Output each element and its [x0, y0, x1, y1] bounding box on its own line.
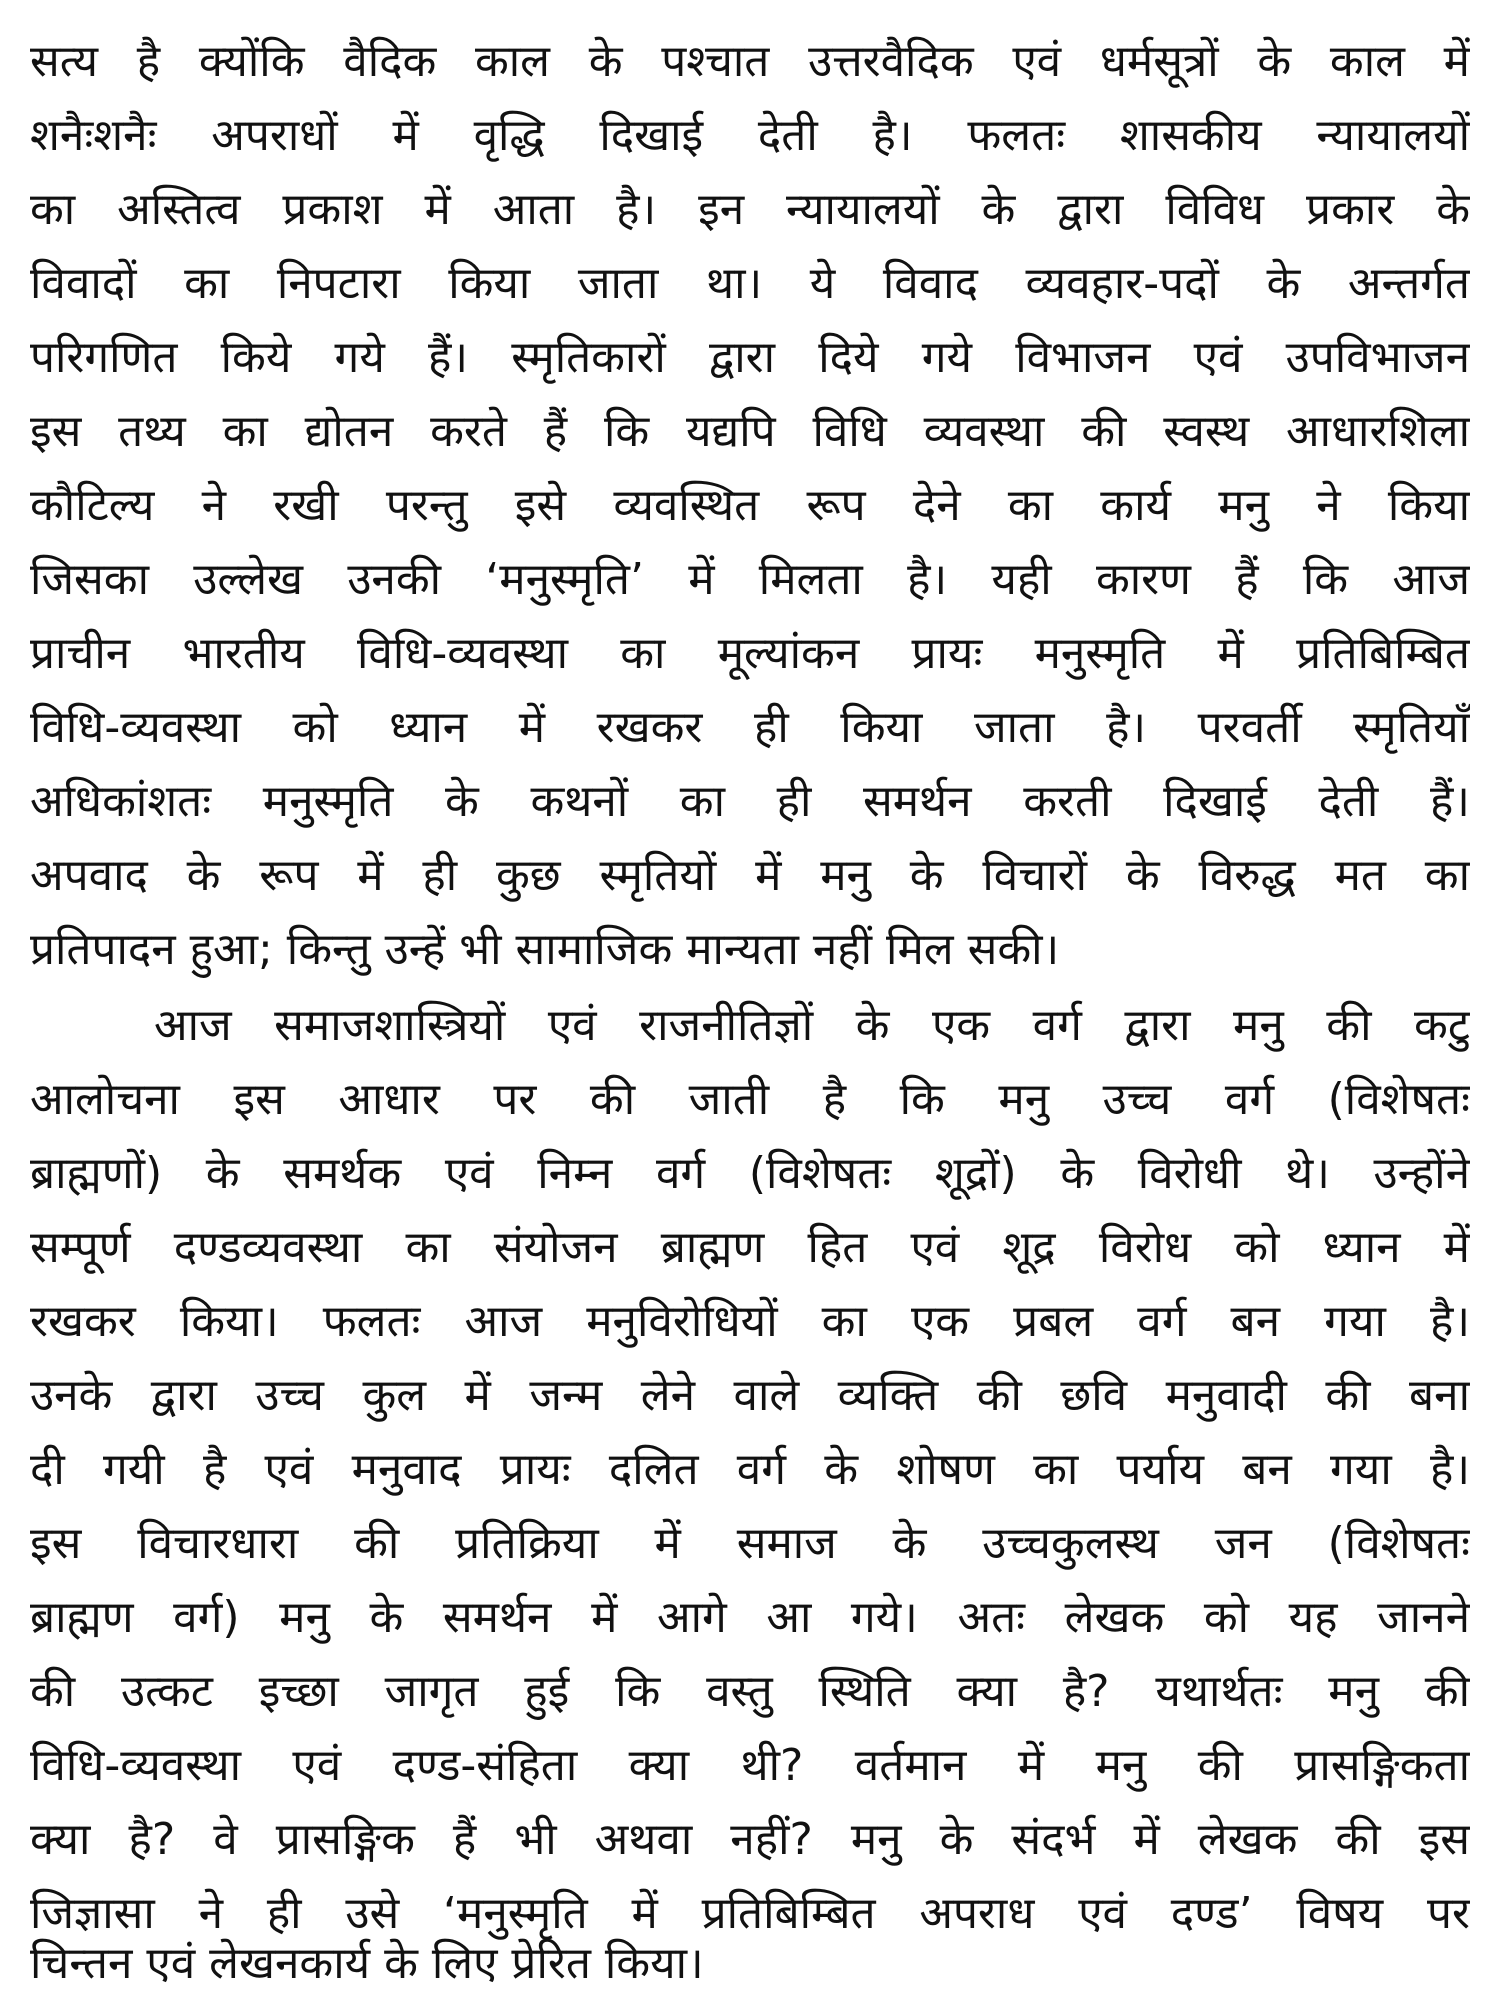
text-line: इस विचारधारा की प्रतिक्रिया में समाज के उच्चकुलस्थ जन (विशेषतः	[30, 1518, 1470, 1569]
text-line: सत्य है क्योंकि वैदिक काल के पश्चात उत्तरवैदिक एवं धर्मसूत्रों के काल में	[30, 36, 1470, 87]
text-line: दी गयी है एवं मनुवाद प्रायः दलित वर्ग के शोषण का पर्याय बन गया है।	[30, 1444, 1470, 1495]
text-line: ब्राह्मणों) के समर्थक एवं निम्न वर्ग (विशेषतः शूद्रों) के विरोधी थे। उन्होंने	[30, 1148, 1470, 1199]
text-line: की उत्कट इच्छा जागृत हुई कि वस्तु स्थिति क्या है? यथार्थतः मनु की	[30, 1666, 1470, 1717]
text-line: का अस्तित्व प्रकाश में आता है। इन न्यायालयों के द्वारा विविध प्रकार के	[30, 184, 1470, 235]
text-line: विधि-व्यवस्था को ध्यान में रखकर ही किया जाता है। परवर्ती स्मृतियाँ	[30, 702, 1470, 753]
text-line: रखकर किया। फलतः आज मनुविरोधियों का एक प्रबल वर्ग बन गया है।	[30, 1296, 1470, 1347]
text-line: अधिकांशतः मनुस्मृति के कथनों का ही समर्थन करती दिखाई देती हैं।	[30, 776, 1470, 827]
text-line: उनके द्वारा उच्च कुल में जन्म लेने वाले व्यक्ति की छवि मनुवादी की बना	[30, 1370, 1470, 1421]
text-line: प्राचीन भारतीय विधि-व्यवस्था का मूल्यांकन प्रायः मनुस्मृति में प्रतिबिम्बित	[30, 628, 1470, 679]
text-line: ब्राह्मण वर्ग) मनु के समर्थन में आगे आ गये। अतः लेखक को यह जानने	[30, 1592, 1470, 1643]
text-line: सम्पूर्ण दण्डव्यवस्था का संयोजन ब्राह्मण हित एवं शूद्र विरोध को ध्यान में	[30, 1222, 1470, 1273]
text-line: चिन्तन एवं लेखनकार्य के लिए प्रेरित किया।	[30, 1938, 704, 1989]
text-line: प्रतिपादन हुआ; किन्तु उन्हें भी सामाजिक मान्यता नहीं मिल सकी।	[30, 924, 1060, 975]
text-line: जिज्ञासा ने ही उसे ‘मनुस्मृति में प्रतिबिम्बित अपराध एवं दण्ड’ विषय पर	[30, 1888, 1470, 1939]
text-line: विवादों का निपटारा किया जाता था। ये विवाद व्यवहार-पदों के अन्तर्गत	[30, 258, 1470, 309]
text-line: कौटिल्य ने रखी परन्तु इसे व्यवस्थित रूप देने का कार्य मनु ने किया	[30, 480, 1470, 531]
document-page	[30, 0, 1470, 2000]
text-line: विधि-व्यवस्था एवं दण्ड-संहिता क्या थी? वर्तमान में मनु की प्रासङ्गिकता	[30, 1740, 1470, 1791]
text-line: आज समाजशास्त्रियों एवं राजनीतिज्ञों के एक वर्ग द्वारा मनु की कटु	[154, 1000, 1470, 1051]
text-line: आलोचना इस आधार पर की जाती है कि मनु उच्च वर्ग (विशेषतः	[30, 1074, 1470, 1125]
text-line: परिगणित किये गये हैं। स्मृतिकारों द्वारा दिये गये विभाजन एवं उपविभाजन	[30, 332, 1470, 383]
text-line: क्या है? वे प्रासङ्गिक हैं भी अथवा नहीं? मनु के संदर्भ में लेखक की इस	[30, 1814, 1470, 1865]
text-line: जिसका उल्लेख उनकी ‘मनुस्मृति’ में मिलता है। यही कारण हैं कि आज	[30, 554, 1470, 605]
text-line: शनैःशनैः अपराधों में वृद्धि दिखाई देती है। फलतः शासकीय न्यायालयों	[30, 110, 1470, 161]
text-line: अपवाद के रूप में ही कुछ स्मृतियों में मनु के विचारों के विरुद्ध मत का	[30, 850, 1470, 901]
text-line: इस तथ्य का द्योतन करते हैं कि यद्यपि विधि व्यवस्था की स्वस्थ आधारशिला	[30, 406, 1470, 457]
